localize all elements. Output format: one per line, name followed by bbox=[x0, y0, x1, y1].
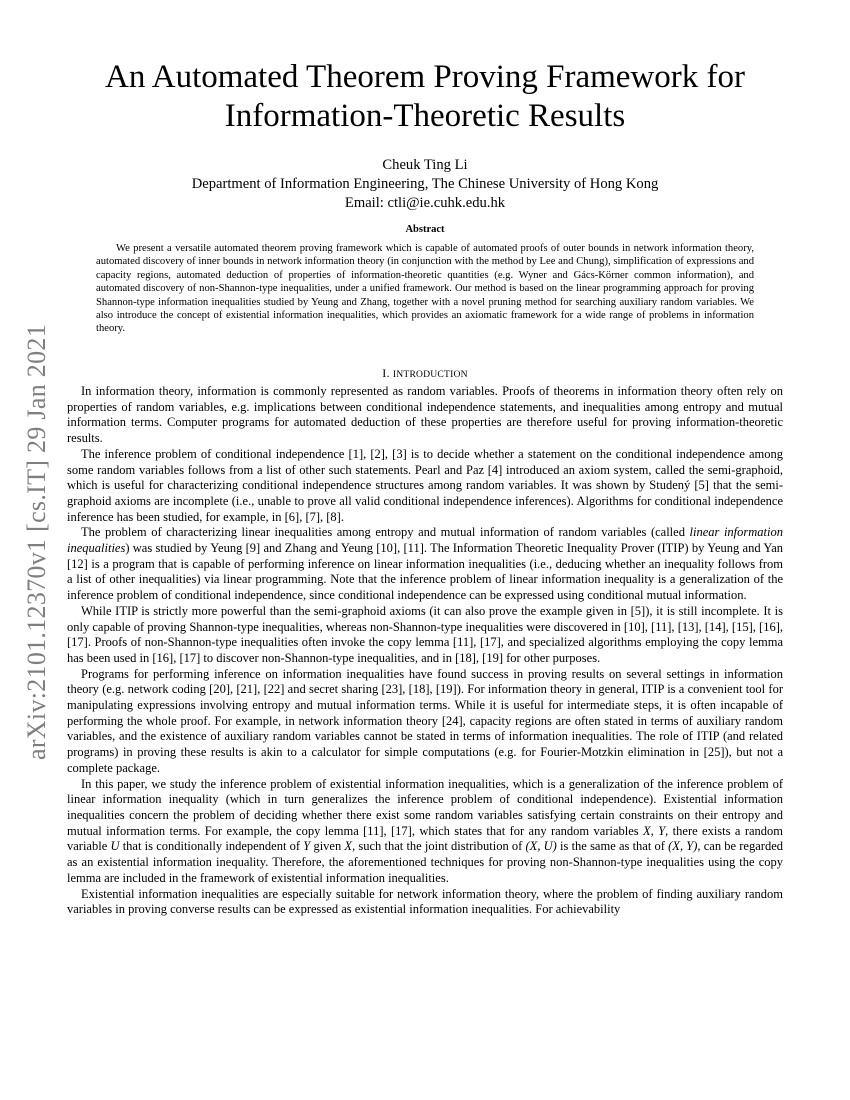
author-block bbox=[60, 156, 790, 213]
math-x-y-pair: (X, Y) bbox=[668, 839, 698, 854]
math-u: U bbox=[110, 839, 120, 854]
abstract-heading: Abstract bbox=[405, 224, 445, 235]
author-name: Cheuk Ting Li bbox=[382, 157, 468, 173]
title-line-2: Information-Theoretic Results bbox=[224, 98, 626, 134]
linear-information-inequalities-term: linear information inequalities bbox=[67, 525, 783, 556]
paragraph-5: Programs for performing inference on information inequalities have found success in proving results on several settings in information theory (e.g. network coding [20], [21], [22] and secret sharing [23], [18], [19]). For information theory in general, ITIP is a convenient tool for manipulating expressions involving entropy and mutual information terms. While it is useful for intermediate steps, it is often incapable of performing the whole proof. For example, in network information theory [24], capacity regions are often stated in terms of auxiliary random variables, and the existence of auxiliary random variables cannot be stated in terms of information inequalities. The role of ITIP (and related programs) in proving these results is akin to a calculator for simple computations (e.g. for Fourier-Motzkin elimination in [25]), but not a complete package. bbox=[67, 666, 783, 775]
math-x-u-pair: (X, U) bbox=[525, 839, 557, 854]
paragraph-6 bbox=[67, 777, 783, 887]
abstract-text: We present a versatile automated theorem proving framework which is capable of automated proofs of outer bounds in network information theory, automated discovery of inner bounds in network information theory (in conjunction with the method by Lee and Chung), simplification of expressions and capacity regions, automated deduction of properties of information-theoretic quantities (e.g. Wyner and Gács-Körner common information), and automated discovery of non-Shannon-type inequalities, under a unified framework. Our method is based on the linear programming approach for proving Shannon-type information inequalities studied by Yeung and Zhang, together with a novel pruning method for searching auxiliary random variables. We also introduce the concept of existential information inequalities, which provides an axiomatic framework for a wide range of problems in information theory. bbox=[96, 243, 754, 335]
paragraph-1: In information theory, information is commonly represented as random variables. Proofs of theorems in information theory often rely on properties of random variables, e.g. implications between conditional independence statements, and inequalities among entropy and mutual information terms. Computer programs for automated deduction of these properties are therefore useful for proving information-theoretic results. bbox=[67, 384, 783, 446]
math-y: Y bbox=[303, 839, 311, 854]
author-email: Email: ctli@ie.cuhk.edu.hk bbox=[344, 195, 506, 211]
paragraph-6-part-g: , can be regarded as an existential information inequality. Therefore, the aforementioned techniques for proving non-Shannon-type inequalities using the copy lemma are included in the framework of existential information inequalities. bbox=[67, 839, 783, 885]
introduction-body bbox=[67, 384, 783, 918]
paragraph-3 bbox=[67, 525, 783, 604]
paragraph-6-part-c: that is conditionally independent of bbox=[119, 839, 304, 854]
paragraph-4: While ITIP is strictly more powerful than the semi-graphoid axioms (it can also prove the example given in [5]), it is still incomplete. It is only capable of proving Shannon-type inequalities, whereas non-Shannon-type inequalities were discovered in [10], [11], [13], [14], [15], [16], [17]. Proofs of non-Shannon-type inequalities often invoke the copy lemma [11], [17], and specialized algorithms employing the copy lemma has been used in [16], [17] to discover non-Shannon-type inequalities, and in [18], [19] for other purposes. bbox=[67, 603, 783, 665]
math-x: X bbox=[344, 839, 353, 854]
paragraph-3-part-b: ) was studied by Yeung [9] and Zhang and Yeung [10], [11]. The Information Theoretic Inequality Prover (ITIP) by Yeung and Yan [12] is a program that is capable of performing inference on linear information inequalities (i.e., deducing whether an inequality follows from a list of other inequalities) via linear programming. Note that the inference problem of linear information inequality is a generalization of the inference problem of conditional independence, since conditional independence can be expressed using conditional mutual information. bbox=[67, 541, 783, 603]
paragraph-7: Existential information inequalities are especially suitable for network information theory, where the problem of finding auxiliary random variables in proving converse results can be expressed as existential information inequalities. For achievability bbox=[67, 886, 783, 917]
math-x-y: X, Y bbox=[643, 823, 666, 838]
title-line-1: An Automated Theorem Proving Framework for bbox=[104, 59, 746, 95]
paragraph-6-part-b: , there exists a random variable bbox=[67, 823, 784, 854]
paragraph-6-part-e: , such that the joint distribution of bbox=[352, 839, 526, 854]
section-number: I. bbox=[382, 366, 390, 380]
paragraph-6-part-a: In this paper, we study the inference problem of existential information inequalities, which is a generalization of the inference problem of linear information inequality (which in turn generalizes the inference problem of conditional independence). Existential information inequalities concern the problem of deciding whether there exist some random variables satisfying certain constraints on their entropy and mutual information terms. For example, the copy lemma [11], [17], which states that for any random variables bbox=[67, 776, 783, 838]
author-affiliation: Department of Information Engineering, The Chinese University of Hong Kong bbox=[191, 176, 659, 192]
section-title: INTRODUCTION bbox=[392, 369, 468, 380]
paragraph-2: The inference problem of conditional independence [1], [2], [3] is to decide whether a statement on the conditional independence among some random variables follows from a list of other such statements. Pearl and Paz [4] introduced an axiom system, called the semi-graphoid, which is useful for characterizing conditional independence structures among random variables. It was shown by Studený [5] that the semi-graphoid axioms are incomplete (i.e., unable to prove all valid conditional independence inferences). Algorithms for conditional independence inference has been studied, for example, in [6], [7], [8]. bbox=[67, 446, 783, 524]
arxiv-identifier-stamp: arXiv:2101.12370v1 [cs.IT] 29 Jan 2021 bbox=[22, 324, 51, 760]
section-heading-introduction bbox=[60, 366, 790, 381]
paragraph-6-part-f: is the same as that of bbox=[556, 839, 669, 854]
paragraph-3-part-a: The problem of characterizing linear inequalities among entropy and mutual information of random variables (called bbox=[81, 525, 690, 540]
paragraph-6-part-d: given bbox=[310, 839, 345, 854]
paper-title bbox=[60, 58, 790, 136]
